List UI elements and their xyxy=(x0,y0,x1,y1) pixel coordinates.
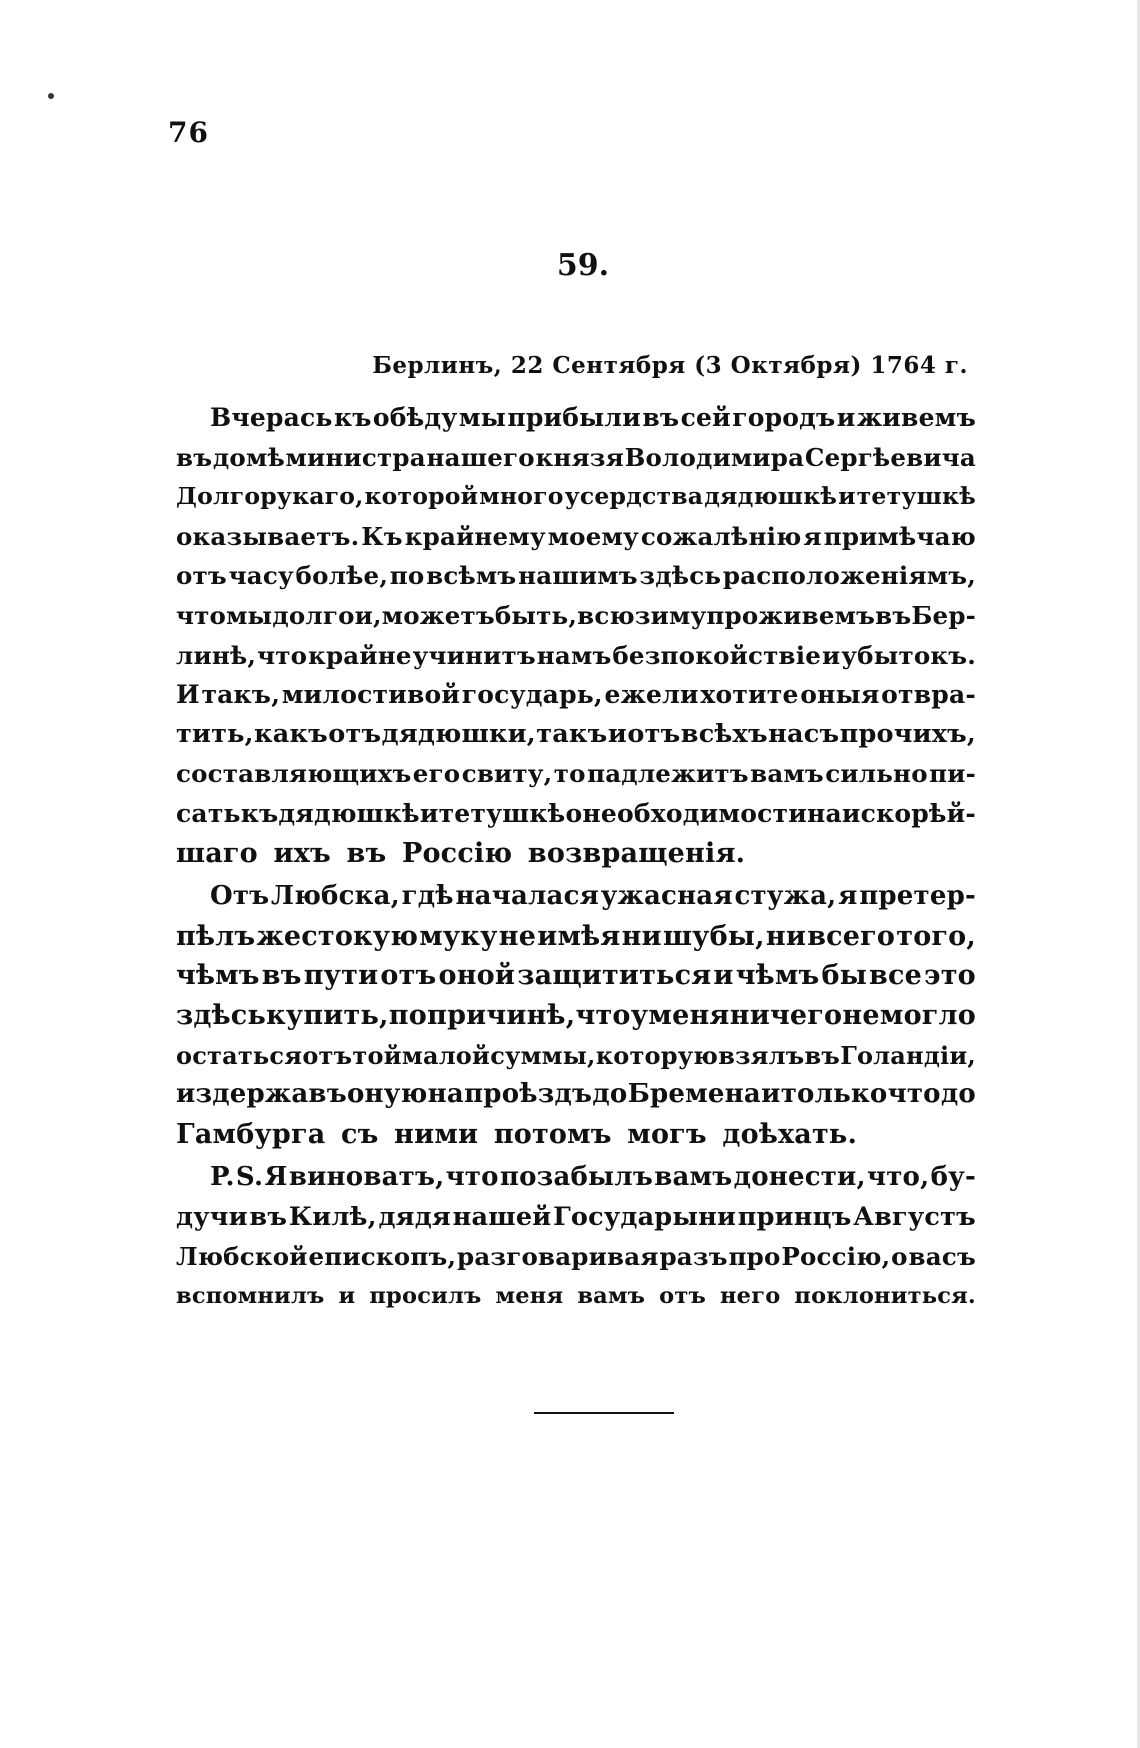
text-line: остаться отъ той малой суммы, которую взялъ въ Голандіи, xyxy=(176,1040,976,1070)
text-line: издержавъ оную на проѣздъ до Бремена и только что до xyxy=(176,1079,976,1110)
text-line: оказываетъ. Къ крайнему моему сожалѣнію я примѣчаю xyxy=(176,521,976,551)
text-line: Любской епископъ, разговаривая разъ про Россію, о васъ xyxy=(176,1242,976,1272)
text-line: шаго ихъ въ Россію возвращенія. xyxy=(176,837,746,869)
text-line: дучи въ Килѣ, дядя нашей Государыни принцъ Августъ xyxy=(176,1201,976,1232)
text-line: вспомнилъ и просилъ меня вамъ отъ него поклониться. xyxy=(176,1283,976,1310)
page-number: 76 xyxy=(168,116,209,149)
text-line: что мы долго и, можетъ быть, всю зиму проживемъ въ Бер- xyxy=(176,600,977,630)
text-line: P. S. Я виноватъ, что позабылъ вамъ донести, что, бу- xyxy=(210,1162,976,1193)
text-line: здѣсь купить, по причинѣ, что у меня ничего не могло xyxy=(176,999,976,1031)
paragraph xyxy=(176,1158,976,1316)
text-line: сать къ дядюшкѣ и тетушкѣ о необходимости наискорѣй- xyxy=(176,798,976,828)
text-line: пѣлъ жестокую муку не имѣя ни шубы, ни всего того, xyxy=(176,920,976,952)
text-line: чѣмъ въ пути отъ оной защититься и чѣмъ бы все это xyxy=(176,960,976,992)
closing-rule xyxy=(534,1412,674,1414)
text-line: отъ часу болѣе, по всѣмъ нашимъ здѣсь расположеніямъ, xyxy=(176,561,976,591)
text-line: Долгорукаго, которой много усердства дядюшкѣ и тетушкѣ xyxy=(176,482,976,511)
text-line: Отъ Любска, гдѣ началася ужасная стужа, я претер- xyxy=(210,881,976,912)
text-line: И такъ, милостивой государь, ежели хотите оныя отвра- xyxy=(176,680,976,710)
text-line: тить, какъ отъ дядюшки, такъ и отъ всѣхъ насъ прочихъ, xyxy=(176,718,976,749)
text-line: линѣ, что крайне учинитъ намъ безпокойствіе и убытокъ. xyxy=(176,640,976,670)
margin-speck xyxy=(48,93,54,99)
letter-number: 59. xyxy=(556,248,610,283)
text-line: составляющихъ его свиту, то падлежитъ вамъ сильно пи- xyxy=(176,759,976,789)
paragraph xyxy=(176,398,976,873)
text-line: Гамбурга съ ними потомъ могъ доѣхать. xyxy=(176,1118,858,1150)
paragraph xyxy=(176,877,976,1154)
text-line: Вчерась къ обѣду мы прибыли въ сей городъ и живемъ xyxy=(210,403,976,432)
letter-dateline: Берлинъ, 22 Сентября (3 Октября) 1764 г. xyxy=(372,352,968,379)
text-line: въ домѣ министра нашего князя Володимира Сергѣевича xyxy=(176,442,976,472)
letter-body xyxy=(176,398,976,1321)
